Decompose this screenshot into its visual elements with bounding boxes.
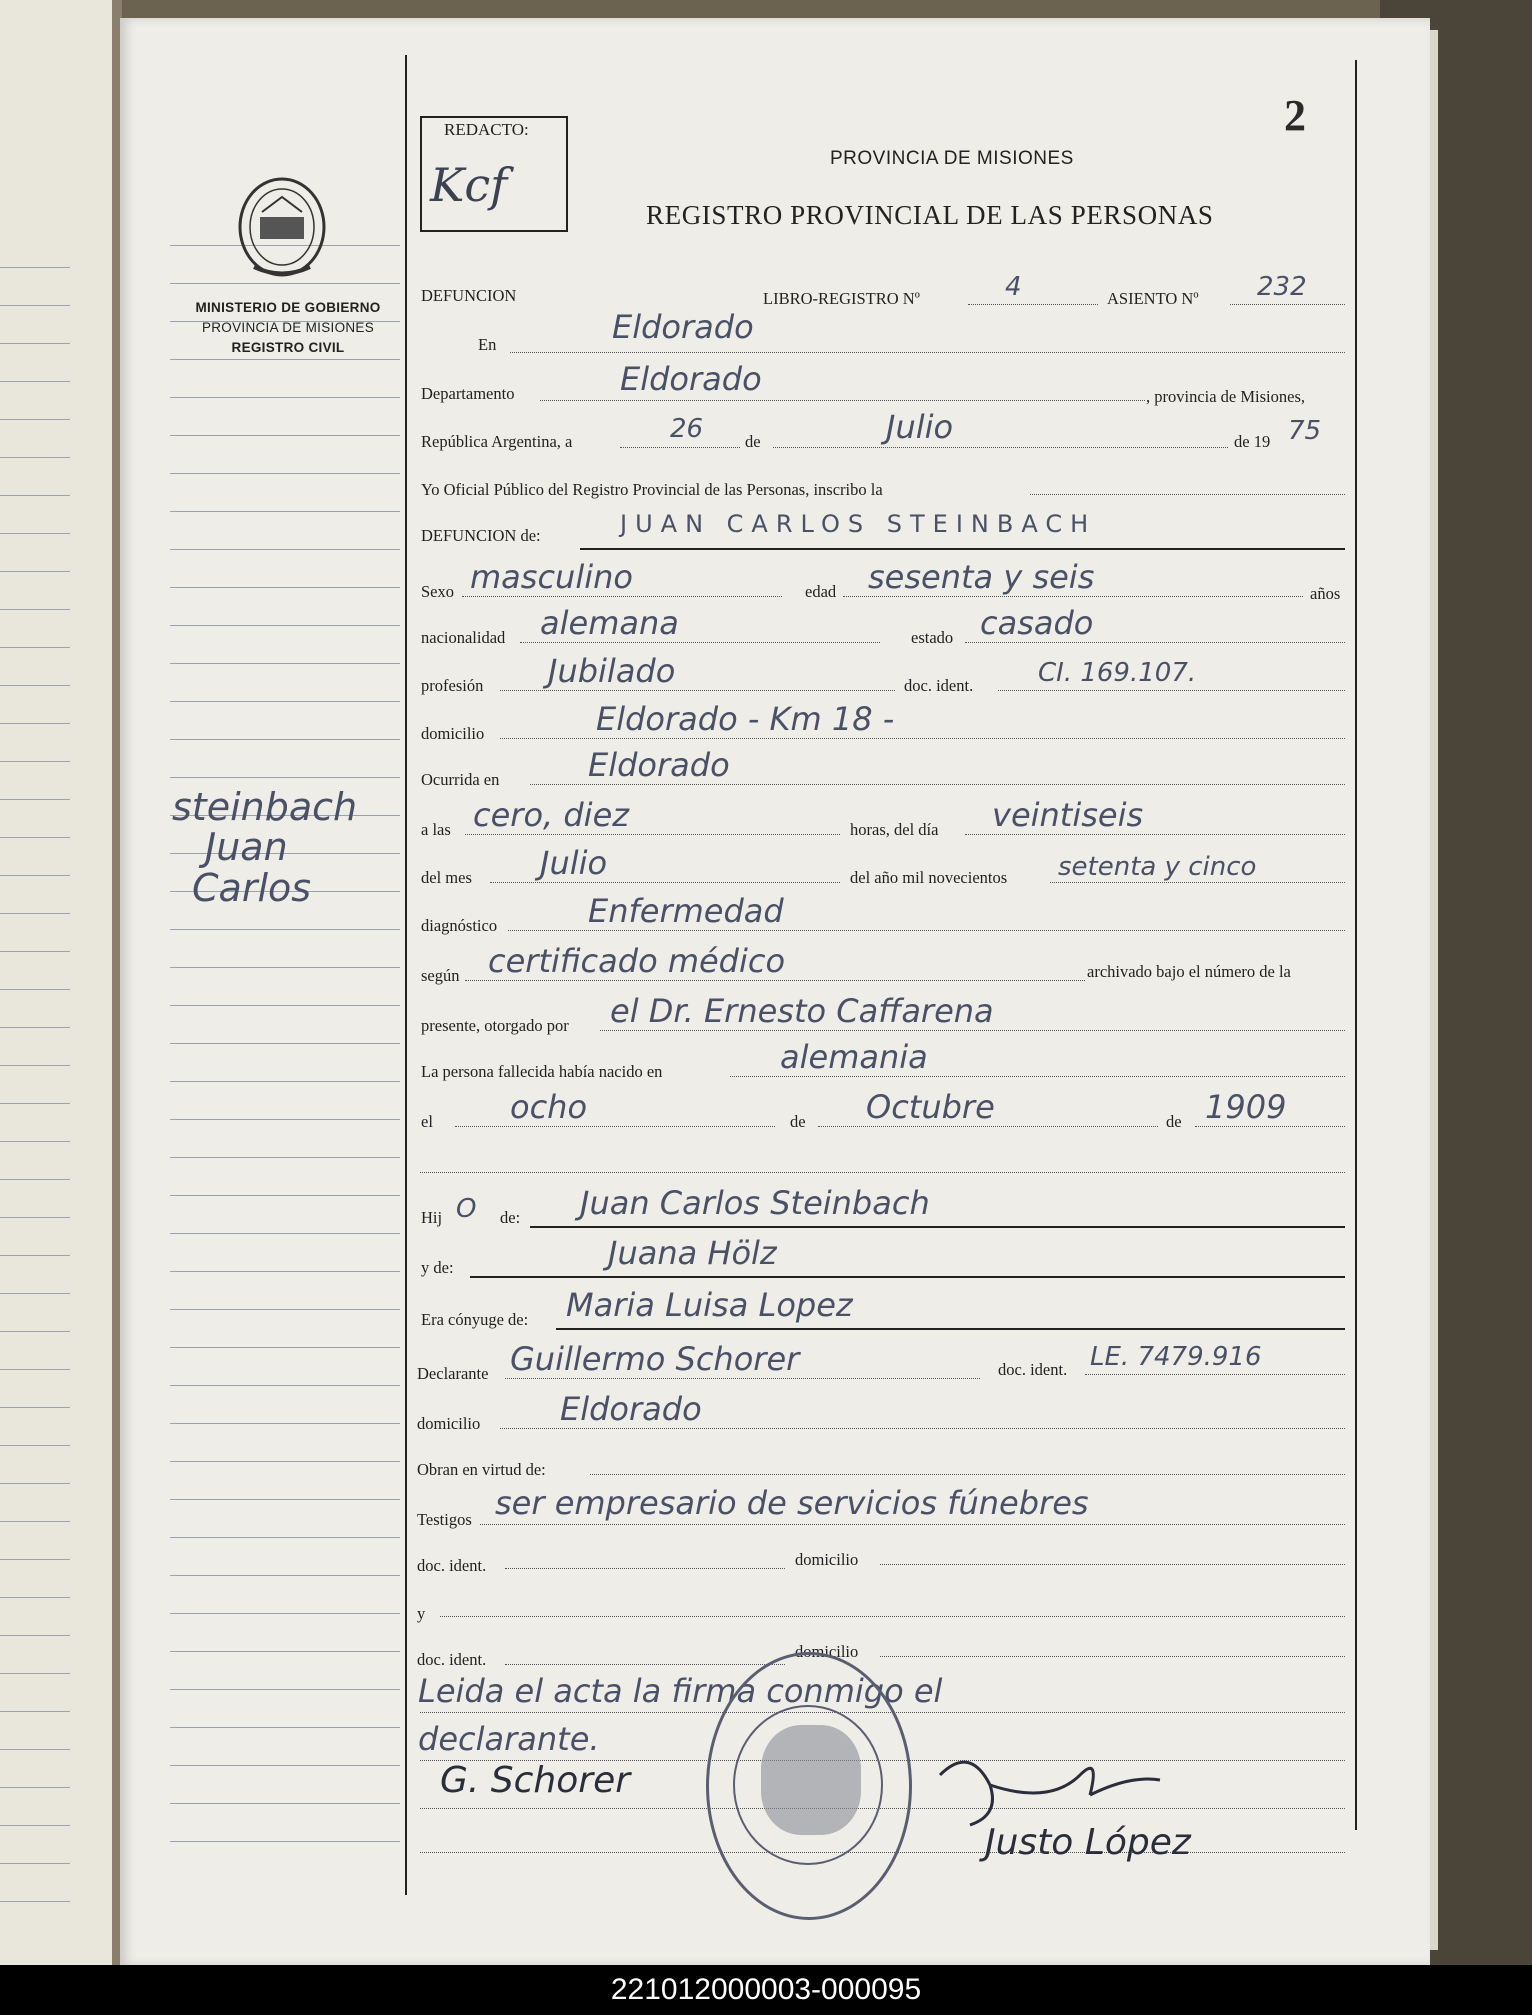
- header-province: PROVINCIA DE MISIONES: [830, 148, 1074, 169]
- oficial-rule: [1030, 494, 1345, 495]
- page-right-edge: [1430, 30, 1438, 1950]
- signature-declarante: G. Schorer: [440, 1760, 631, 1801]
- margin-ruled-line: [170, 1689, 400, 1690]
- el-label: el: [421, 1112, 433, 1131]
- margin-ruled-line: [170, 1271, 400, 1272]
- del-mes-label: del mes: [421, 868, 472, 887]
- libro-value: 4: [1005, 272, 1022, 302]
- presente-value: el Dr. Ernesto Caffarena: [610, 992, 994, 1030]
- libro-rule: [968, 304, 1098, 305]
- margin-ruled-line: [170, 701, 400, 702]
- margin-ruled-line: [170, 1195, 400, 1196]
- horas-value: veintiseis: [992, 796, 1144, 834]
- father-value: Juan Carlos Steinbach: [580, 1184, 930, 1222]
- margin-ruled-line: [170, 1043, 400, 1044]
- margin-ruled-line: [170, 1005, 400, 1006]
- ocurrida-value: Eldorado: [588, 746, 730, 784]
- republica-label: República Argentina, a: [421, 432, 573, 451]
- segun-rule: [465, 980, 1085, 981]
- margin-ruled-line: [170, 397, 400, 398]
- margin-ruled-line: [170, 1803, 400, 1804]
- diagnostico-rule: [508, 930, 1345, 931]
- nacido-rule: [730, 1076, 1345, 1077]
- doc-ident2-rule: [505, 1568, 785, 1569]
- margin-ruled-line: [170, 777, 400, 778]
- footer-id: 221012000003-000095: [610, 1973, 922, 2006]
- defuncion-de-rule: [580, 548, 1345, 550]
- margin-ruled-line: [170, 739, 400, 740]
- edad-label: edad: [805, 582, 837, 601]
- margin-ruled-line: [170, 625, 400, 626]
- doc-ident-rule: [998, 690, 1345, 691]
- y-label: y: [417, 1604, 426, 1623]
- declarante-doc-label: doc. ident.: [998, 1360, 1068, 1379]
- margin-ruled-line: [170, 1081, 400, 1082]
- margin-ruled-lines: [170, 245, 400, 1855]
- margin-ruled-line: [170, 359, 400, 360]
- ministry-name: MINISTERIO DE GOBIERNO: [195, 300, 381, 315]
- hijo-suffix: O: [456, 1194, 477, 1224]
- domicilio3-rule: [880, 1656, 1345, 1657]
- margin-ruled-line: [170, 1841, 400, 1842]
- year-value: 75: [1288, 416, 1322, 446]
- day-rule: [620, 447, 740, 448]
- margin-ruled-line: [170, 1309, 400, 1310]
- day-value: 26: [670, 414, 704, 444]
- en-rule: [510, 352, 1345, 353]
- el-rule: [455, 1126, 775, 1127]
- horas-rule: [965, 834, 1345, 835]
- asiento-value: 232: [1257, 272, 1307, 302]
- domicilio-label: domicilio: [421, 724, 485, 743]
- del-mes-value: Julio: [540, 844, 608, 882]
- margin-ruled-line: [170, 967, 400, 968]
- margin-note-surname: steinbach: [172, 785, 358, 829]
- y-rule: [440, 1616, 1345, 1617]
- conyuge-label: Era cónyuge de:: [421, 1310, 529, 1329]
- redacto-initials: Kcf: [430, 158, 508, 212]
- left-page: [0, 0, 118, 1965]
- diagnostico-label: diagnóstico: [421, 916, 498, 935]
- declarante-rule: [505, 1378, 980, 1379]
- diagnostico-value: Enfermedad: [588, 892, 784, 930]
- hijo-label: Hij: [421, 1208, 443, 1227]
- edad-rule: [843, 596, 1303, 597]
- mother-rule: [470, 1276, 1345, 1278]
- declarante-value: Guillermo Schorer: [510, 1340, 800, 1378]
- declarante-dom-label: domicilio: [417, 1414, 481, 1433]
- signature-scribble: [930, 1735, 1170, 1835]
- defuncion-de-label: DEFUNCION de:: [421, 526, 541, 545]
- leida-line-1: Leida el acta la firma conmigo el: [418, 1672, 943, 1710]
- declarante-doc-rule: [1085, 1374, 1345, 1375]
- domicilio3-label: domicilio: [795, 1642, 859, 1661]
- en-value: Eldorado: [612, 308, 754, 346]
- mother-value: Juana Hölz: [608, 1234, 777, 1272]
- blank-rule: [420, 1172, 1345, 1173]
- sexo-label: Sexo: [421, 582, 454, 601]
- provincia-suffix: , provincia de Misiones,: [1146, 387, 1306, 406]
- presente-label: presente, otorgado por: [421, 1016, 569, 1035]
- a-las-rule: [465, 834, 840, 835]
- margin-ruled-line: [170, 435, 400, 436]
- en-label: En: [478, 335, 497, 354]
- leida-line-2: declarante.: [418, 1720, 600, 1758]
- de3-label: de: [1166, 1112, 1182, 1131]
- domicilio-value: Eldorado - Km 18 -: [596, 700, 895, 738]
- redacto-label: REDACTO:: [444, 120, 529, 139]
- margin-ruled-line: [170, 549, 400, 550]
- margin-ruled-line: [170, 1461, 400, 1462]
- departamento-value: Eldorado: [620, 360, 762, 398]
- a-las-label: a las: [421, 820, 451, 839]
- signature-official: Justo López: [985, 1822, 1191, 1863]
- domicilio-rule: [500, 738, 1345, 739]
- left-border-line: [405, 55, 407, 1895]
- margin-ruled-line: [170, 929, 400, 930]
- obran-label: Obran en virtud de:: [417, 1460, 546, 1479]
- margin-note-first: Juan: [205, 825, 288, 869]
- year-prefix: de 19: [1234, 432, 1271, 451]
- defuncion-de-value: JUAN CARLOS STEINBACH: [620, 510, 1097, 538]
- departamento-rule: [540, 400, 1145, 401]
- margin-ruled-line: [170, 283, 400, 284]
- estado-value: casado: [980, 604, 1094, 642]
- ocurrida-rule: [530, 784, 1345, 785]
- profesion-value: Jubilado: [548, 652, 676, 690]
- nacionalidad-value: alemana: [540, 604, 679, 642]
- del-ano-value: setenta y cinco: [1058, 852, 1257, 882]
- profesion-rule: [500, 690, 895, 691]
- margin-ruled-line: [170, 511, 400, 512]
- nacido-value: alemania: [780, 1038, 928, 1076]
- margin-ruled-line: [170, 1157, 400, 1158]
- presente-rule: [600, 1030, 1345, 1031]
- father-rule: [530, 1226, 1345, 1228]
- de-label: de: [745, 432, 761, 451]
- month-rule: [773, 447, 1228, 448]
- doc-ident3-rule: [505, 1664, 785, 1665]
- profesion-label: profesión: [421, 676, 484, 695]
- departamento-label: Departamento: [421, 384, 515, 403]
- margin-ruled-line: [170, 1233, 400, 1234]
- conyuge-rule: [556, 1328, 1345, 1330]
- margin-ruled-line: [170, 587, 400, 588]
- doc-ident-label: doc. ident.: [904, 676, 974, 695]
- del-ano-rule: [1050, 882, 1345, 883]
- birth-month-rule: [818, 1126, 1158, 1127]
- segun-label: según: [421, 966, 460, 985]
- el-value: ocho: [510, 1088, 588, 1126]
- domicilio2-rule: [880, 1564, 1345, 1565]
- ocurrida-label: Ocurrida en: [421, 770, 500, 789]
- registry-stamp: [706, 1652, 912, 1920]
- edad-value: sesenta y seis: [868, 558, 1095, 596]
- sexo-value: masculino: [470, 558, 633, 596]
- margin-ruled-line: [170, 1385, 400, 1386]
- sexo-rule: [462, 596, 782, 597]
- margin-ruled-line: [170, 1347, 400, 1348]
- asiento-rule: [1230, 304, 1345, 305]
- margin-ruled-line: [170, 1575, 400, 1576]
- margin-ruled-line: [170, 1423, 400, 1424]
- del-mes-rule: [490, 882, 840, 883]
- margin-ruled-line: [170, 1613, 400, 1614]
- birth-year-value: 1909: [1205, 1088, 1287, 1126]
- y-de-label: y de:: [421, 1258, 454, 1277]
- page-number: 2: [1284, 91, 1306, 140]
- archivado-label: archivado bajo el número de la: [1087, 962, 1291, 981]
- header-registry: REGISTRO PROVINCIAL DE LAS PERSONAS: [646, 200, 1214, 230]
- margin-ruled-line: [170, 1537, 400, 1538]
- declarante-doc-value: LE. 7479.916: [1090, 1342, 1262, 1372]
- birth-month-value: Octubre: [866, 1088, 995, 1126]
- obran-rule: [590, 1474, 1345, 1475]
- month-value: Julio: [886, 408, 954, 446]
- testigos-value: ser empresario de servicios fúnebres: [495, 1484, 1089, 1522]
- de2-label: de: [790, 1112, 806, 1131]
- estado-rule: [965, 642, 1345, 643]
- margin-ruled-line: [170, 1651, 400, 1652]
- testigos-rule: [480, 1524, 1345, 1525]
- declarante-label: Declarante: [417, 1364, 489, 1383]
- declarante-dom-rule: [500, 1428, 1345, 1429]
- domicilio2-label: domicilio: [795, 1550, 859, 1569]
- conyuge-value: Maria Luisa Lopez: [566, 1286, 853, 1324]
- margin-ruled-line: [170, 1499, 400, 1500]
- margin-ruled-line: [170, 1727, 400, 1728]
- testigos-label: Testigos: [417, 1510, 472, 1529]
- defuncion-label: DEFUNCION: [421, 286, 517, 305]
- estado-label: estado: [911, 628, 954, 647]
- a-las-value: cero, diez: [473, 796, 630, 834]
- del-ano-label: del año mil novecientos: [850, 868, 1008, 887]
- libro-label: LIBRO-REGISTRO Nº: [763, 289, 920, 308]
- nacionalidad-label: nacionalidad: [421, 628, 506, 647]
- margin-ruled-line: [170, 473, 400, 474]
- horas-label: horas, del día: [850, 820, 939, 839]
- nacionalidad-rule: [520, 642, 880, 643]
- anos-label: años: [1310, 584, 1341, 603]
- asiento-label: ASIENTO Nº: [1107, 289, 1199, 308]
- doc-ident3-label: doc. ident.: [417, 1650, 487, 1669]
- doc-ident-value: CI. 169.107.: [1038, 658, 1197, 688]
- margin-ruled-line: [170, 663, 400, 664]
- ministry-block: [178, 298, 398, 358]
- ministry-registry: REGISTRO CIVIL: [231, 340, 345, 355]
- provincial-seal: [232, 172, 332, 282]
- right-border-line: [1355, 60, 1357, 1830]
- doc-ident2-label: doc. ident.: [417, 1556, 487, 1575]
- birth-year-rule: [1195, 1126, 1345, 1127]
- nacido-label: La persona fallecida había nacido en: [421, 1062, 663, 1081]
- segun-value: certificado médico: [488, 942, 786, 980]
- margin-ruled-line: [170, 1119, 400, 1120]
- oficial-text: Yo Oficial Público del Registro Provincial de las Personas, inscribo la: [421, 480, 883, 499]
- declarante-dom-value: Eldorado: [560, 1390, 702, 1428]
- margin-ruled-line: [170, 1765, 400, 1766]
- margin-note-second: Carlos: [192, 866, 312, 910]
- hijo-de-label: de:: [500, 1208, 521, 1227]
- ministry-province: PROVINCIA DE MISIONES: [201, 320, 375, 335]
